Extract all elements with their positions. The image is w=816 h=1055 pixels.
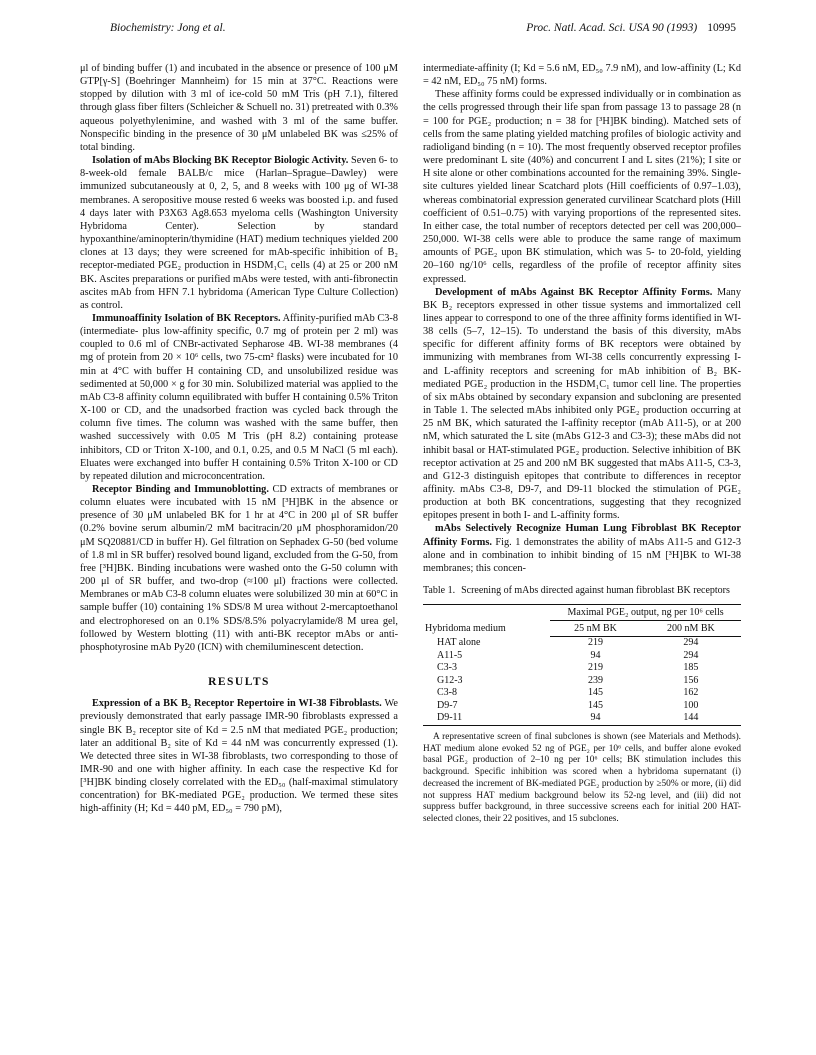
paragraph-affinity-continued: intermediate-affinity (I; Kd = 5.6 nM, ED₅₀ 7.9 nM), and low-affinity (L; Kd = 42 nM, ED₅₀ 75 nM) forms.	[423, 63, 741, 88]
table-cell-200nm: 294	[683, 636, 699, 648]
paragraph-text: We previously demonstrated that early passage IMR-90 fibroblasts expressed a single BK B₂ receptor site of Kd = 2.5 nM that mediated PGE₂ production; later an additional B₂ site of Kd = 44 nM was concurrently expressed (1). We detected three sites in WI-38 fibroblasts, two corresponding to those of IMR-90 and one with higher affinity. In each case the respective Kd for [³H]BK binding closely correlated with the ED₅₀ (half-maximal stimulatory concentration) for BK-mediated PGE₂ production. We termed these sites high-affinity (H; Kd = 440 pM, ED₅₀ = 790 pM),	[80, 698, 398, 815]
table-cell-25nm: 145	[587, 687, 603, 699]
screening-table	[423, 604, 741, 726]
paragraph-mab-development	[423, 286, 741, 523]
paragraph-affinity-forms: These affinity forms could be expressed individually or in combination as the cells progressed through their life span from passage 13 to passage 28 (n = 100 for PGE₂ production; n = 38 for [³H]BK binding). Matched sets of cells from the same plating yielded matching profiles of biologic activity and radioligand binding (n = 10). The most frequently observed receptor profiles were predominant L site (40%) and concurrent I and L sites (21%); I site or H site alone or other combinations accounted for the remaining 39%. Single-site cultures yielded linear Scatchard plots (Hill coefficients of 0.97–1.03), whereas combinatorial expression generated curvilinear Scatchard plots (Hill coefficient of 0.51–0.75) with varying proportions of the represented sites. In either case, the total number of receptors detected per cell was 200,000–250,000. WI-38 cells were able to produce the same range of maximum amounts of PGE₂ upon BK stimulation, which was 5- to 20-fold, yielding 20–160 ng/10⁶ cells, regardless of the profile of receptor affinity sites expressed.	[423, 89, 741, 285]
paragraph-binding-continued: μl of binding buffer (1) and incubated in the absence or presence of 100 μM GTP[γ-S] (Boehringer Mannheim) for 15 min at 37°C. Reactions were stopped by dilution with 3 ml of ice-cold 50 mM Tris (pH 7.1), filtered through glass fiber filters (Schleicher & Schuell no. 31) pretreated with 0.3% aqueous polyethylenimine, and washed with 3 ml of the same buffer. Nonspecific binding in the presence of 30 μM unlabeled BK was ≤25% of total binding.	[80, 63, 398, 153]
left-column	[80, 62, 398, 816]
paragraph-text: Affinity-purified mAb C3-8 (intermediate- plus low-affinity specific, 0.7 mg of protein per 2 ml) was coupled to 0.6 ml of CNBr-activated Sepharose 4B. WI-38 membranes (4 mg of protein from 20 × 10⁶ cells, two 75-cm² flasks) were incubated for 10 min at 4°C with buffer H containing CD, and unsolubilized residue was sedimented at 50,000 × g for 30 min. Solubilized material was applied to the mAb C3-8 affinity column equilibrated with buffer H containing 0.5% Triton X-100 or CD, and the unadsorbed fraction was cycled back through the column five times. The column was washed with the same buffer, then washed successively with 0.05 M Tris (pH 8.2) containing protease inhibitors, CD or Triton X-100, and 0.1, 0.25, and 0.5 M NaCl (5 ml each). Eluates were exchanged into buffer H containing 0.5% Triton X-100 or CD by repeated dilution and microconcentration.	[80, 312, 398, 482]
paragraph-text: Fig. 1 demonstrates the ability of mAbs A11-5 and G12-3 alone and in combination to inhibit binding of 15 nM [³H]BK to WI-38 membranes; this concen-	[423, 536, 741, 574]
paragraph-immunoaffinity	[80, 312, 398, 483]
paragraph-text: Many BK B₂ receptors expressed in other tissue systems and immortalized cell lines appear to correspond to one of the three affinity forms identified in WI-38 cells (5–7, 12–15). To understand the basis of this diversity, mAbs specific for different affinity forms of BK receptors were obtained by immunizing with membranes from WI-38 cells concurrently expressing I- and L-affinity receptors and screening for mAb inhibition of B₂ BK-mediated PGE₂ production in the HSDM₁C₁ tumor cell line. The properties of six mAbs obtained by secondary expansion and subcloning are presented in Table 1. The selected mAbs inhibited only PGE₂ production occurring at 25 nM BK, which saturated the I-affinity receptor (mAb A11-5), or at 200 nM, which saturated the L site (mAbs G12-3 and C3-3); these mAbs did not inhibit basal or HAT-stimulated PGE₂ production. Selective inhibition of BK receptor activation at 25 and 200 nM BK suggested that mAbs A11-5, C3-3, and G12-3 distinguish epitopes that contribute to differences in receptor affinity. mAbs C3-8, D9-7, and D9-11 blocked the stimulation of PGE₂ production at both BK concentrations, suggesting that they recognized epitopes present in both I- and L-affinity forms.	[423, 286, 741, 522]
table-cell-200nm: 185	[683, 662, 699, 674]
table-cell-medium: HAT alone	[437, 636, 481, 648]
table-cell-200nm: 144	[641, 712, 741, 725]
paragraph-receptor-repertoire	[80, 697, 398, 815]
table-cell-medium: G12-3	[437, 674, 463, 686]
running-header-left: Biochemistry: Jong et al.	[110, 22, 226, 34]
section-heading-mab-development: Development of mAbs Against BK Receptor Affinity Forms.	[435, 286, 713, 298]
table-row	[423, 687, 741, 700]
table-row	[423, 712, 741, 725]
table-label: Table 1.	[423, 585, 456, 597]
table-cell-200nm: 100	[683, 699, 699, 711]
table-row	[423, 636, 741, 649]
right-column	[423, 62, 741, 826]
table-footnote: A representative screen of final subclones is shown (see Materials and Methods). HAT medium alone evoked 52 ng of PGE₂ per 10⁶ cells, and buffer alone evoked basal PGE₂ production of 2–10 ng per 10⁶ cells; BK stimulation includes this background. Specific inhibition was scored when a hybridoma supernatant (i) decreased the increment of BK-mediated PGE₂ production by ≥50% or more, (ii) did not suppress HAT medium background below its 52-ng level, and (iii) did not suppress buffer background, in three successive screens each for initial 200 HAT-selected clones, their 22 positives, and 15 subclones.	[423, 732, 741, 824]
table-cell-medium: D9-7	[437, 699, 458, 711]
table-cell-200nm: 294	[683, 649, 699, 661]
table-row-header	[423, 604, 550, 636]
journal-citation: Proc. Natl. Acad. Sci. USA 90 (1993)	[526, 22, 698, 34]
table-cell-25nm: 94	[550, 712, 641, 725]
table-row	[423, 700, 741, 713]
section-heading-receptor-binding: Receptor Binding and Immunoblotting.	[92, 484, 269, 495]
table-cell-medium: C3-3	[437, 662, 457, 674]
table-caption	[423, 585, 741, 598]
table-title: Screening of mAbs directed against human fibroblast BK receptors	[461, 585, 730, 597]
section-heading-immunoaffinity: Immunoaffinity Isolation of BK Receptors.	[92, 312, 281, 324]
table-column-group-header: Maximal PGE₂ output, ng per 10⁶ cells	[550, 604, 741, 620]
table-cell-25nm: 94	[590, 649, 601, 661]
running-header-right	[526, 22, 736, 34]
column-header-25nm: 25 nM BK	[550, 620, 641, 636]
paragraph-text: Seven 6- to 8-week-old female BALB/c mice (Harlan–Sprague–Dawley) were immunized subcutaneously at 0, 2, 5, and 8 weeks with 100 μg of WI-38 membranes. A seropositive mouse rested 6 weeks was boosted i.p. and fused 4 days later with P3X63 Ag8.653 myeloma cells (Washington University Hybridoma Center). Selection by standard hypoxanthine/aminopterin/thymidine (HAT) medium techniques yielded 200 clones at 13 days; they were screened for mAb-specific inhibition of B₂ receptor-mediated PGE₂ production in HSDM₁C₁ cells (4) at 25 or 200 nM BK. Ascites preparations or purified mAbs were tested, with anti-fibronectin ascites mAb from HFN 7.1 hybridoma (American Type Culture Collection) as control.	[80, 155, 398, 311]
section-heading-mab-isolation: Isolation of mAbs Blocking BK Receptor Biologic Activity.	[92, 155, 349, 167]
table-row	[423, 650, 741, 663]
paragraph-mab-isolation	[80, 154, 398, 312]
table-cell-200nm: 156	[683, 674, 699, 686]
results-heading: RESULTS	[208, 676, 270, 689]
section-heading-receptor-repertoire: Expression of a BK B₂ Receptor Repertoire in WI-38 Fibroblasts.	[92, 698, 382, 710]
table-row	[423, 662, 741, 675]
row-header-label: Hybridoma medium	[425, 623, 506, 635]
table-cell-25nm: 239	[587, 674, 603, 686]
table-cell-medium: D9-11	[423, 712, 550, 725]
table-body	[423, 636, 741, 725]
table-cell-medium: C3-8	[437, 687, 457, 699]
paragraph-receptor-binding	[80, 483, 398, 654]
table-cell-200nm: 162	[683, 687, 699, 699]
page-number: 10995	[707, 22, 736, 34]
table-cell-25nm: 219	[587, 662, 603, 674]
paragraph-mab-recognition	[423, 522, 741, 575]
table-cell-medium: A11-5	[437, 649, 463, 661]
table-cell-25nm: 219	[587, 636, 603, 648]
column-header-200nm: 200 nM BK	[641, 620, 741, 636]
section-heading-mab-recognition: mAbs Selectively Recognize Human Lung Fibroblast BK Receptor Affinity Forms.	[423, 523, 741, 548]
table-cell-25nm: 145	[587, 699, 603, 711]
table-row	[423, 675, 741, 688]
paragraph-text: CD extracts of membranes or column eluates were incubated with 15 nM [³H]BK in the absence or presence of 30 μM unlabeled BK for 1 hr at 4°C in 200 μl of SR buffer (0.2% bovine serum albumin/2 mM bacitracin/20 μM phosphoramidon/20 μM SQ20881/CD in buffer H). Gel filtration on Sephadex G-50 (bed volume of 1.8 ml in SR buffer) resolved bound ligand, excluded from the G-50, from free [³H]BK. Binding incubations were washed onto the G-50 column with 200 μl of SR buffer, and two-drop (≈100 μl) fractions were collected. Membranes or mAb C3-8 column eluates were solubilized 30 min at 60°C in sample buffer (10) containing 1% SDS/8 M urea without 2-mercaptoethanol and electrophoresed on an 0.1% SDS/8.5% polyacrylamide/8 M urea gel, followed by Western blotting (11) with anti-BK receptor mAbs or anti-phosphotyrosine mAb Py20 (ICN) with chemiluminescent detection.	[80, 484, 399, 653]
